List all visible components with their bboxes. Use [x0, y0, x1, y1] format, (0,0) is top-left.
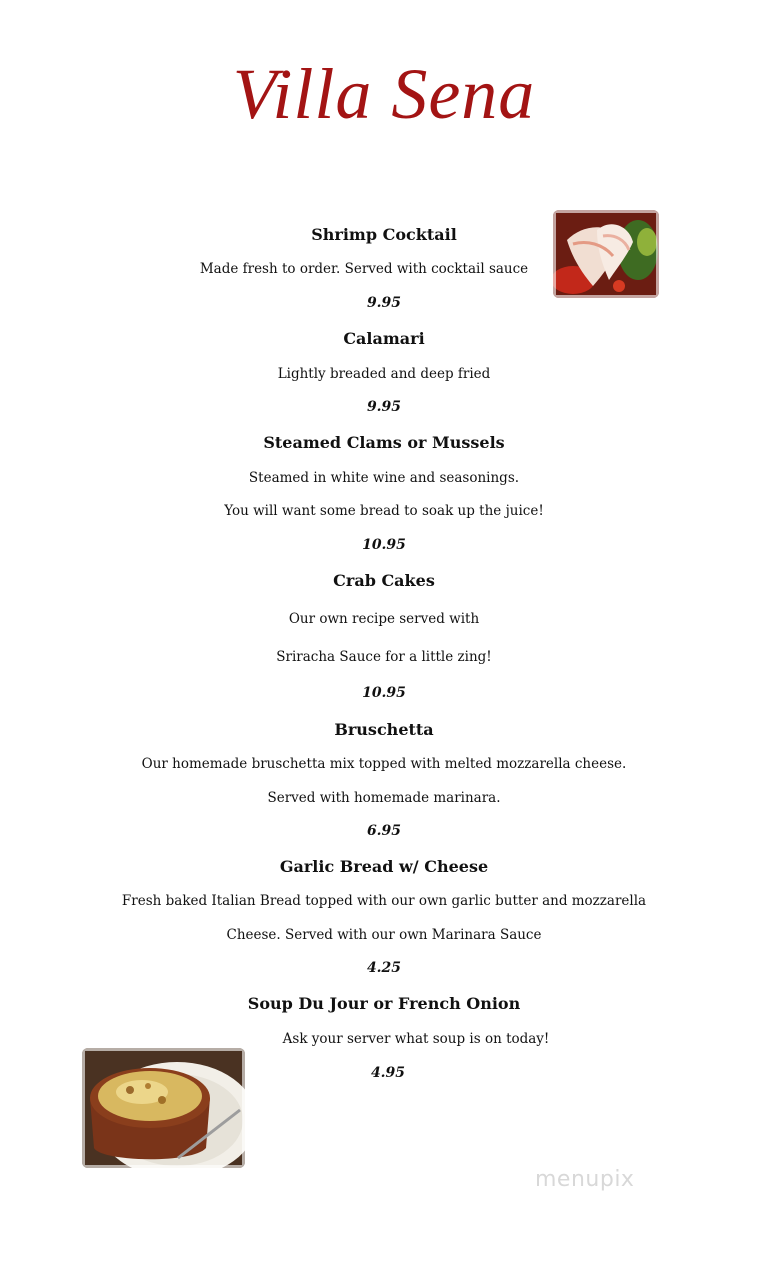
- item-price-shrimp-cocktail: 9.95: [366, 295, 402, 311]
- item-price-garlic-bread: 4.25: [366, 960, 402, 976]
- item-desc-soup: Ask your server what soup is on today!: [282, 1031, 550, 1047]
- item-desc-calamari: Lightly breaded and deep fried: [277, 366, 491, 382]
- french-onion-soup-photo: [82, 1048, 245, 1168]
- restaurant-title: Villa Sena: [232, 54, 536, 134]
- item-name-bruschetta: Bruschetta: [334, 720, 434, 739]
- item-price-crab-cakes: 10.95: [362, 685, 406, 701]
- item-name-crab-cakes: Crab Cakes: [333, 571, 435, 590]
- item-name-steamed-clams: Steamed Clams or Mussels: [263, 433, 505, 452]
- menupix-watermark: menupix: [535, 1167, 635, 1192]
- shrimp-cocktail-photo: [553, 210, 659, 298]
- item-name-garlic-bread: Garlic Bread w/ Cheese: [279, 857, 489, 876]
- item-name-shrimp-cocktail: Shrimp Cocktail: [311, 225, 457, 244]
- item-price-soup: 4.95: [370, 1065, 406, 1081]
- item-desc-steamed-clams-2: You will want some bread to soak up the juice!: [224, 503, 544, 519]
- item-price-bruschetta: 6.95: [366, 823, 402, 839]
- item-desc-bruschetta-1: Our homemade bruschetta mix topped with melted mozzarella cheese.: [141, 756, 627, 772]
- item-desc-crab-cakes-2: Sriracha Sauce for a little zing!: [276, 649, 492, 665]
- item-desc-shrimp-cocktail: Made fresh to order. Served with cocktail sauce: [199, 261, 529, 277]
- item-name-soup: Soup Du Jour or French Onion: [247, 994, 521, 1013]
- item-desc-garlic-bread-2: Cheese. Served with our own Marinara Sauce: [226, 927, 542, 943]
- item-desc-crab-cakes-1: Our own recipe served with: [288, 611, 480, 627]
- item-desc-bruschetta-2: Served with homemade marinara.: [267, 790, 501, 806]
- item-price-steamed-clams: 10.95: [362, 537, 406, 553]
- item-price-calamari: 9.95: [366, 399, 402, 415]
- item-desc-steamed-clams-1: Steamed in white wine and seasonings.: [248, 470, 520, 486]
- item-desc-garlic-bread-1: Fresh baked Italian Bread topped with our own garlic butter and mozzarella: [121, 893, 647, 909]
- item-name-calamari: Calamari: [343, 329, 425, 348]
